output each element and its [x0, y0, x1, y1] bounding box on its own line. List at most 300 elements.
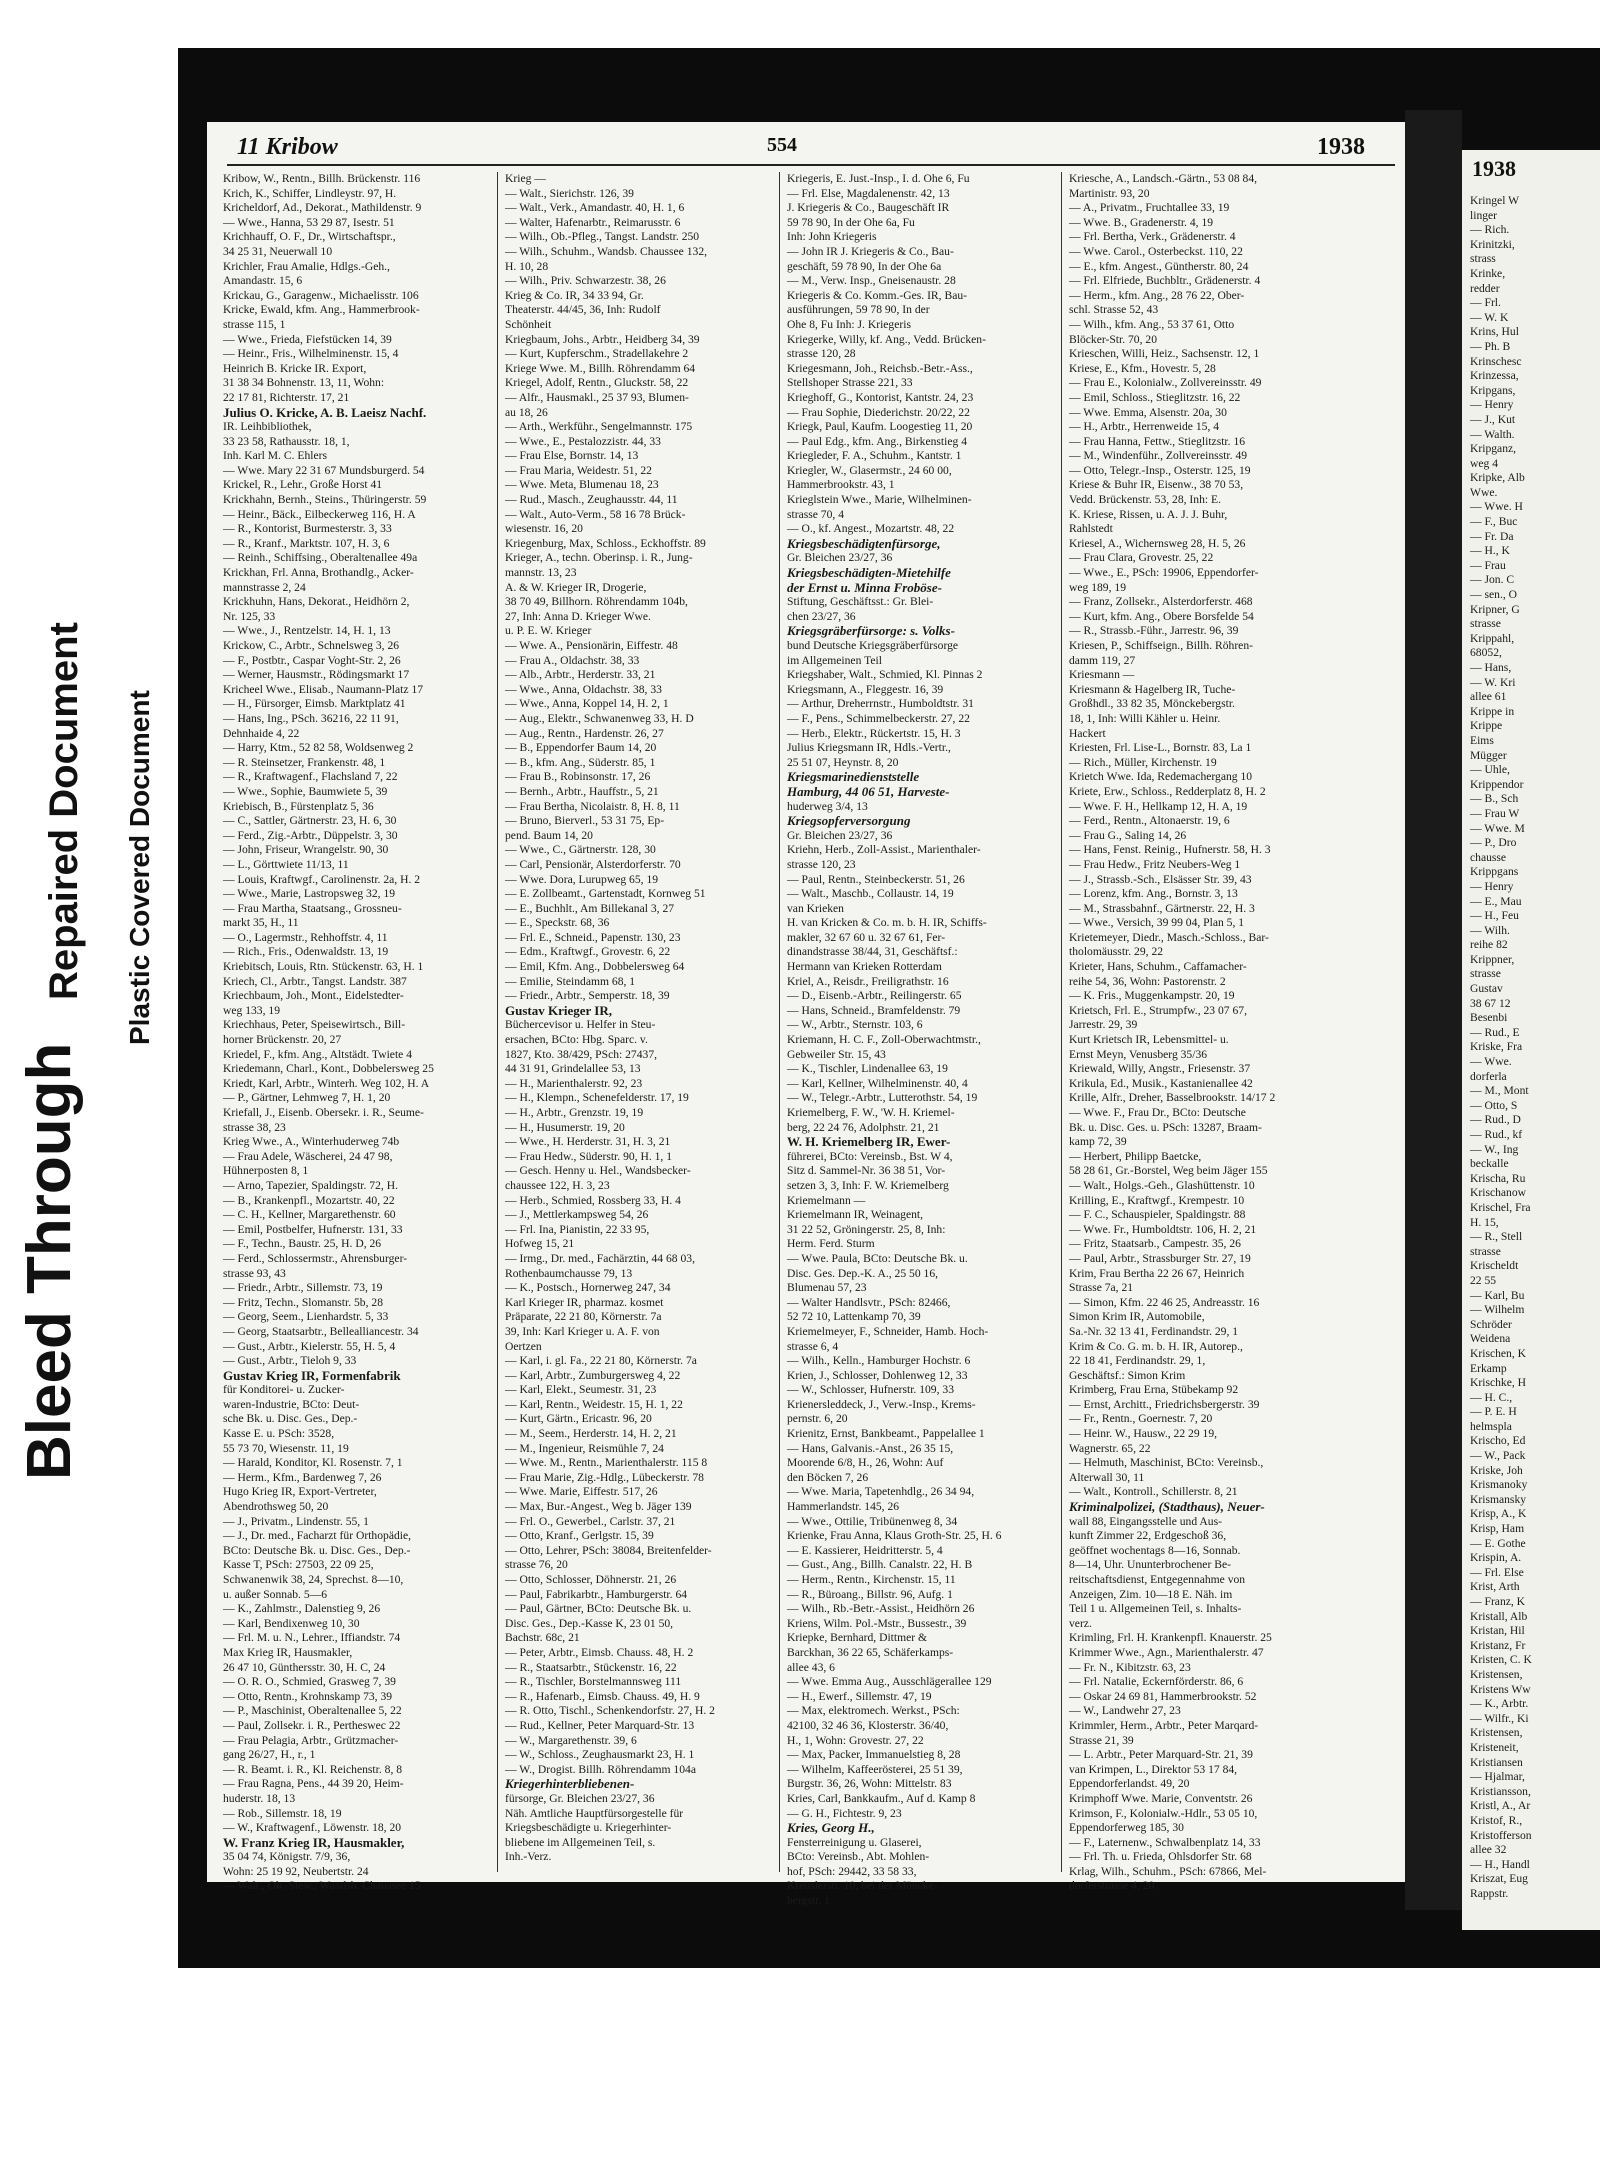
facing-page-entry: — Franz, K: [1470, 1595, 1526, 1608]
directory-entry: 52 72 10, Lattenkamp 70, 39: [787, 1310, 921, 1324]
facing-page-entry: helmspla: [1470, 1419, 1512, 1433]
directory-entry: — Lorenz, kfm. Ang., Bornstr. 3, 13: [1069, 887, 1238, 901]
directory-entry: Krietsch, Frl. E., Strumpfw., 23 07 67,: [1069, 1003, 1247, 1017]
directory-entry: — Fritz, Techn., Slomanstr. 5b, 28: [223, 1295, 383, 1309]
directory-entry: IR. Leihbibliothek,: [223, 420, 312, 434]
facing-page-entry: — W. K: [1470, 310, 1509, 324]
directory-entry: Karl Krieger IR, pharmaz. kosmet: [505, 1295, 664, 1309]
facing-page-entry: 22 55: [1470, 1273, 1497, 1287]
directory-entry: BCto: Vereinsb., Abt. Mohlen-: [787, 1850, 930, 1864]
facing-page-entry: — B., Sch: [1470, 792, 1519, 806]
directory-entry: — Walter, Hafenarbtr., Reimarusstr. 6: [505, 215, 681, 229]
directory-entry: Krimberg, Frau Erna, Stübekamp 92: [1069, 1383, 1239, 1397]
directory-entry: Krienersleddeck, J., Verw.-Insp., Krems-: [787, 1397, 976, 1411]
directory-entry: Disc. Ges. Dep.-K. A., 25 50 16,: [787, 1266, 939, 1280]
facing-page-entry: Krinitzki,: [1470, 237, 1515, 251]
directory-entry: — R., Kranf., Marktstr. 107, H. 3, 6: [223, 536, 390, 550]
directory-entry: — Frau Ragna, Pens., 44 39 20, Heim-: [223, 1777, 404, 1791]
directory-entry: — Hans, Fenst. Reinig., Hufnerstr. 58, H. 3: [1069, 843, 1271, 857]
directory-entry: Hühnerposten 8, 1: [223, 1164, 309, 1178]
directory-entry: — Rich., Fris., Odenwaldstr. 13, 19: [223, 945, 389, 959]
directory-entry: Kriemelmann IR, Weinagent,: [787, 1208, 924, 1222]
directory-entry: Hugo Krieg IR, Export-Vertreter,: [223, 1485, 377, 1499]
directory-entry: W. Franz Krieg IR, Hausmakler,: [223, 1834, 405, 1850]
directory-entry: ausführungen, 59 78 90, In der: [787, 303, 930, 317]
directory-entry: Sa.-Nr. 32 13 41, Ferdinandstr. 29, 1: [1069, 1324, 1239, 1338]
directory-entry: Kriefall, J., Eisenb. Obersekr. i. R., Seume-: [223, 1106, 424, 1119]
directory-entry: — J., Dr. med., Facharzt für Orthopädie,: [223, 1529, 412, 1543]
directory-entry: bliebene im Allgemeinen Teil, s.: [505, 1835, 656, 1849]
facing-page-entry: — W., Ing: [1470, 1142, 1519, 1156]
directory-entry: — A., Privatm., Fruchtallee 33, 19: [1069, 201, 1230, 215]
facing-page-entry: Krischa, Ru: [1470, 1171, 1526, 1185]
directory-entry: dinandstrasse 38/44, 31, Geschäftsf.:: [787, 945, 958, 959]
directory-entry: — R., Hafenarb., Eimsb. Chauss. 49, H. 9: [505, 1689, 700, 1703]
directory-entry: Gr. Bleichen 23/27, 36: [787, 551, 893, 565]
facing-page-entry: — Frau: [1470, 558, 1506, 572]
directory-entry: Kriesmann —: [1069, 668, 1135, 682]
directory-entry: geschäft, 59 78 90, In der Ohe 6a: [787, 259, 942, 273]
directory-entry: — Max, elektromech. Werkst., PSch:: [787, 1704, 960, 1718]
directory-entry: Kriegk, Paul, Kaufm. Loogestieg 11, 20: [787, 420, 973, 434]
directory-entry: — H., Fürsorger, Eimsb. Marktplatz 41: [223, 697, 406, 711]
facing-page-entry: Kristeneit,: [1470, 1740, 1519, 1754]
directory-entry: — Frl. Th. u. Frieda, Ohlsdorfer Str. 68: [1069, 1850, 1252, 1864]
facing-page-entry: Krischeldt: [1470, 1259, 1519, 1273]
directory-entry: mannstrasse 2, 24: [223, 580, 306, 594]
directory-entry: — Harry, Ktm., 52 82 58, Woldsenweg 2: [223, 741, 414, 755]
directory-entry: — Paul, Gärtner, BCto: Deutsche Bk. u.: [505, 1602, 692, 1616]
directory-entry: — Friedr., Arbtr., Semperstr. 18, 39: [505, 989, 670, 1003]
directory-entry: — Walt., Kontroll., Schillerstr. 8, 21: [1069, 1485, 1238, 1499]
directory-entry: — Wilh., Kelln., Hamburger Hochstr. 6: [787, 1354, 971, 1368]
directory-entry: Kriebisch, B., Fürstenplatz 5, 36: [223, 799, 374, 813]
facing-page-entry: — Walth.: [1470, 427, 1515, 441]
directory-entry: reitschaftsdienst, Entgegennahme von: [1069, 1573, 1246, 1586]
facing-page-entry: Krischke, H: [1470, 1376, 1527, 1390]
facing-page-entry: Eims: [1470, 733, 1494, 747]
directory-entry: Kriegbaum, Johs., Arbtr., Heidberg 34, 39: [505, 332, 700, 346]
directory-entry: — Frau Sophie, Diederichstr. 20/22, 22: [787, 405, 970, 419]
directory-entry: — R. Beamt. i. R., Kl. Reichenstr. 8, 8: [223, 1762, 403, 1776]
directory-entry: Krim & Co. G. m. b. H. IR, Autorep.,: [1069, 1339, 1243, 1353]
facing-page-entry: Krischen, K: [1470, 1346, 1527, 1360]
directory-entry: u. P. E. W. Krieger: [505, 624, 592, 638]
directory-entry: Eppendorferweg 185, 30: [1069, 1821, 1184, 1835]
directory-entry: A. & W. Krieger IR, Drogerie,: [505, 580, 647, 594]
directory-entry: — R., Tischler, Borstelmannsweg 111: [505, 1675, 682, 1689]
directory-entry: — R., Kraftwagenf., Flachsland 7, 22: [223, 770, 398, 784]
facing-page-entry: Kripner, G: [1470, 602, 1520, 616]
directory-entry: verz.: [1069, 1616, 1092, 1630]
directory-entry: Geschäftsf.: Simon Krim: [1069, 1368, 1186, 1382]
directory-entry: Kriminalpolizei, (Stadthaus), Neuer-: [1069, 1499, 1265, 1515]
directory-entry: — Gust., Ang., Billh. Canalstr. 22, H. B: [787, 1558, 973, 1572]
directory-entry: sche Bk. u. Disc. Ges., Dep.-: [223, 1412, 358, 1426]
directory-entry: — Fr., Rentn., Goernestr. 7, 20: [1069, 1412, 1213, 1426]
directory-entry: 33 23 58, Rathausstr. 18, 1,: [223, 434, 350, 448]
facing-page-entry: — P., Dro: [1470, 836, 1517, 850]
directory-entry: weg 133, 19: [223, 1003, 280, 1017]
facing-page-entry: Krins, Hul: [1470, 325, 1519, 339]
facing-page-entry: Kristensen,: [1470, 1726, 1523, 1740]
directory-entry: Gebweiler Str. 15, 43: [787, 1047, 886, 1061]
directory-entry: huderstr. 18, 13: [223, 1791, 296, 1805]
facing-page-entry: — E. Gothe: [1470, 1536, 1526, 1550]
facing-page-entry: Kristiansson,: [1470, 1784, 1531, 1798]
directory-entry: — H., Arbtr., Herrenweide 15, 4: [1069, 420, 1220, 434]
directory-entry: — Ferd., Schlossermstr., Ahrensburger-: [223, 1251, 408, 1265]
facing-page-entry: strasse: [1470, 1244, 1501, 1258]
directory-entry: — Frl. Ina, Pianistin, 22 33 95,: [505, 1222, 650, 1236]
directory-entry: Schwanenwik 38, 24, Sprechst. 8—10,: [223, 1573, 404, 1586]
directory-entry: Kriech, Cl., Arbtr., Tangst. Landstr. 387: [223, 974, 407, 988]
facing-page-entry: — Henry: [1470, 879, 1514, 893]
directory-entry: — P., Maschinist, Oberaltenallee 5, 22: [223, 1704, 402, 1718]
directory-entry: — Frl. E., Schneid., Papenstr. 130, 23: [505, 930, 681, 944]
directory-entry: Kriehn, Herb., Zoll-Assist., Marienthaler-: [787, 843, 981, 857]
directory-entry: — Wwe. Maria, Tapetenhdlg., 26 34 94,: [787, 1485, 975, 1499]
directory-entry: Kriegsgräberfürsorge: s. Volks-: [787, 623, 955, 639]
column-2: [503, 172, 773, 1862]
directory-entry: Kriegerke, Willy, kf. Ang., Vedd. Brücken-: [787, 332, 986, 346]
facing-page-entry: — Rich.: [1470, 223, 1510, 237]
directory-entry: — R., Staatsarbtr., Stückenstr. 16, 22: [505, 1660, 677, 1674]
directory-entry: — Emil, Kfm. Ang., Dobbelersweg 64: [505, 960, 685, 974]
directory-entry: Hammerbrookstr. 43, 1: [787, 478, 895, 492]
directory-entry: führerei, BCto: Vereinsb., Bst. W 4,: [787, 1149, 953, 1163]
directory-entry: — Walt., Auto-Verm., 58 16 78 Brück-: [505, 507, 686, 521]
directory-entry: — Wwe. Emma, Alsenstr. 20a, 30: [1069, 405, 1227, 419]
directory-entry: Bachstr. 68c, 21: [505, 1631, 580, 1645]
directory-entry: — Wwe. F. H., Hellkamp 12, H. A, 19: [1069, 799, 1248, 813]
directory-entry: Disc. Ges., Dep.-Kasse K, 23 01 50,: [505, 1616, 674, 1630]
directory-entry: — R., Büroang., Billstr. 96, Aufg. 1: [787, 1587, 953, 1601]
directory-entry: — J., Mettlerkampsweg 54, 26: [505, 1208, 649, 1222]
directory-entry: markt 35, H., 11: [223, 916, 299, 930]
facing-page-entry: Kristensen,: [1470, 1667, 1523, 1681]
directory-entry: — Max, Bur.-Angest., Weg b. Jäger 139: [505, 1500, 692, 1514]
facing-page-entry: Krippahl,: [1470, 631, 1515, 645]
directory-entry: Moorende 6/8, H., 26, Wohn: Auf: [787, 1456, 944, 1470]
directory-entry: — Frau A., Oldachstr. 38, 33: [505, 653, 640, 667]
directory-entry: Ernst Meyn, Venusberg 35/36: [1069, 1047, 1208, 1061]
facing-page-entry: linger: [1470, 208, 1498, 222]
directory-entry: — Wwe. Fr., Humboldtstr. 106, H. 2, 21: [1069, 1222, 1257, 1236]
directory-entry: pernstr. 6, 20: [787, 1412, 848, 1426]
facing-page-entry: Kripgans,: [1470, 383, 1516, 397]
directory-entry: — Paul, Fabrikarbtr., Hamburgerstr. 64: [505, 1587, 688, 1601]
directory-entry: Krikula, Ed., Musik., Kastanienallee 42: [1069, 1076, 1253, 1090]
directory-entry: strasse 76, 20: [505, 1558, 568, 1572]
directory-entry: horner Brückenstr. 20, 27: [223, 1033, 342, 1047]
directory-entry: K. Kriese, Rissen, u. A. J. J. Buhr,: [1069, 507, 1228, 521]
directory-entry: — Frau Else, Bornstr. 14, 13: [505, 449, 639, 463]
directory-entry: Kasse T, PSch: 27503, 22 09 25,: [223, 1558, 374, 1572]
directory-entry: — Gesch. Henny u. Hel., Wandsbecker-: [505, 1164, 691, 1178]
facing-page-entry: — H., Handl: [1470, 1857, 1530, 1871]
facing-page-entry: Kriszat, Eug: [1470, 1872, 1528, 1886]
directory-entry: Büchercevisor u. Helfer in Steu-: [505, 1018, 656, 1032]
facing-page-entry: Kristiansen: [1470, 1755, 1523, 1769]
facing-page-entry: — Karl, Bu: [1470, 1288, 1525, 1302]
directory-entry: — Otto, Kranf., Gerlgstr. 15, 39: [505, 1529, 654, 1543]
directory-entry: — Wwe. M., Rentn., Marienthalerstr. 115 8: [505, 1456, 708, 1470]
page-number: 554: [767, 134, 797, 156]
directory-entry: ersachen, BCto: Hbg. Sparc. v.: [505, 1033, 648, 1047]
directory-entry: — Harald, Konditor, Kl. Rosenstr. 7, 1: [223, 1456, 403, 1470]
directory-entry: Krieglstein Wwe., Marie, Wilhelminen-: [787, 493, 972, 507]
directory-entry: Krimmer Wwe., Agn., Marienthalerstr. 47: [1069, 1645, 1264, 1659]
facing-page-entry: Krinschesc: [1470, 354, 1522, 368]
directory-entry: Teil 1 u. Allgemeinen Teil, s. Inhalts-: [1069, 1602, 1242, 1616]
directory-entry: — E. Kassierer, Heidritterstr. 5, 4: [787, 1543, 943, 1557]
facing-page-entry: — Wilh.: [1470, 923, 1510, 937]
facing-page-entry: — J., Kut: [1470, 412, 1516, 426]
directory-entry: Fensterreinigung u. Glaserei,: [787, 1835, 922, 1849]
bleed-through-label: Bleed Through: [15, 1042, 84, 1480]
directory-entry: — G. H., Fichtestr. 9, 23: [787, 1806, 902, 1820]
directory-entry: 1827, Kto. 38/429, PSch: 27437,: [505, 1047, 658, 1061]
directory-entry: — Frl. Bertha, Verk., Grädenerstr. 4: [1069, 230, 1236, 244]
directory-entry: — Herm., Kfm., Bardenweg 7, 26: [223, 1470, 382, 1484]
directory-entry: Dehnhaide 4, 22: [223, 726, 300, 740]
directory-entry: BCto: Deutsche Bk. u. Disc. Ges., Dep.-: [223, 1543, 411, 1557]
facing-page-entry: — Uhle,: [1470, 763, 1510, 777]
directory-entry: — M., Verw. Insp., Gneisenaustr. 28: [787, 274, 956, 288]
facing-page-entry: Krischo, Ed: [1470, 1434, 1526, 1448]
directory-entry: — E., kfm. Angest., Güntherstr. 80, 24: [1069, 259, 1249, 273]
directory-entry: — Arth., Werkführ., Sengelmannstr. 175: [505, 420, 693, 434]
directory-entry: strasse 6, 4: [787, 1339, 839, 1353]
directory-entry: — D., Eisenb.-Arbtr., Reilingerstr. 65: [787, 989, 962, 1003]
directory-entry: — O. R. O., Schmied, Grasweg 7, 39: [223, 1675, 396, 1689]
directory-entry: 55 73 70, Wiesenstr. 11, 19: [223, 1441, 349, 1455]
facing-page-entry: Krismansky: [1470, 1492, 1527, 1506]
facing-page-entry: Kristofferson: [1470, 1828, 1532, 1842]
directory-entry: — Wwe., E., PSch: 19906, Eppendorfer-: [1069, 566, 1259, 580]
facing-page-entry: — sen., O: [1470, 588, 1518, 602]
directory-entry: Oertzen: [505, 1339, 542, 1353]
directory-entry: — Hans, Ing., PSch. 36216, 22 11 91,: [223, 711, 399, 725]
directory-entry: van Krimpen, L., Direktor 53 17 84,: [1069, 1762, 1238, 1776]
directory-entry: Schönheit: [505, 317, 552, 331]
directory-entry: Krimmler, Herm., Arbtr., Peter Marqard-: [1069, 1718, 1259, 1732]
directory-entry: — W., Margarethenstr. 39, 6: [505, 1733, 637, 1747]
directory-entry: Hofweg 15, 21: [505, 1237, 575, 1251]
directory-entry: Blöcker-Str. 70, 20: [1069, 332, 1157, 346]
facing-page-entry: Krinke,: [1470, 266, 1506, 280]
directory-entry: Max Krieg IR, Hausmakler,: [223, 1645, 353, 1659]
directory-entry: — Wwe., Versich, 39 99 04, Plan 5, 1: [1069, 916, 1245, 930]
column-rule: [1061, 172, 1062, 1872]
directory-entry: Hammerlandstr. 145, 26: [787, 1500, 900, 1514]
directory-entry: — Karl, Elekt., Seumestr. 31, 23: [505, 1383, 657, 1397]
directory-entry: — Otto, Rentn., Krohnskamp 73, 39: [223, 1689, 393, 1703]
facing-page-entry: Kristen, C. K: [1470, 1653, 1532, 1667]
facing-page-entry: — Henry: [1470, 398, 1514, 412]
column-3: [785, 172, 1055, 1908]
facing-page-entry: Wwe.: [1470, 485, 1498, 499]
directory-entry: — Werner, Hausmstr., Rödingsmarkt 17: [223, 668, 410, 682]
directory-entry: — Wwe. Paula, BCto: Deutsche Bk. u.: [787, 1251, 968, 1265]
directory-entry: — Herb., Schmied, Rossberg 33, H. 4: [505, 1193, 681, 1207]
facing-page-entry: Krischel, Fra: [1470, 1200, 1531, 1214]
directory-entry: Kriens, Wilm. Pol.-Mstr., Bussestr., 39: [787, 1616, 967, 1630]
directory-entry: Krickow, C., Arbtr., Schnelsweg 3, 26: [223, 639, 400, 652]
facing-page-entry: Krippe in: [1470, 704, 1515, 718]
directory-entry: — Wwe., Anna, Koppel 14, H. 2, 1: [505, 697, 669, 711]
directory-entry: Inh: John Kriegeris: [787, 230, 877, 244]
directory-entry: Krickau, G., Garagenw., Michaelisstr. 106: [223, 288, 419, 302]
facing-page-entry: — M., Mont: [1470, 1084, 1529, 1098]
directory-entry: tholomäusstr. 29, 22: [1069, 945, 1164, 959]
directory-entry: Hackert: [1069, 726, 1106, 740]
directory-entry: Nr. 125, 33: [223, 609, 276, 623]
directory-entry: Kriesten, Frl. Lise-L., Bornstr. 83, La 1: [1069, 741, 1252, 755]
directory-entry: 34 25 31, Neuerwall 10: [223, 244, 333, 258]
directory-entry: Krienitz, Ernst, Bankbeamt., Pappelallee 1: [787, 1427, 985, 1441]
facing-page-entry: — Fr. Da: [1470, 529, 1514, 543]
directory-entry: — R. Steinsetzer, Frankenstr. 48, 1: [223, 755, 386, 769]
directory-entry: — Arno, Tapezier, Spaldingstr. 72, H.: [223, 1178, 398, 1192]
facing-page-entry: Krisp, A., K: [1470, 1507, 1527, 1521]
directory-entry: Stiftung, Geschäftsst.: Gr. Blei-: [787, 595, 934, 609]
directory-entry: Julius O. Kricke, A. B. Laeisz Nachf.: [223, 404, 427, 420]
directory-entry: Kriedt, Karl, Arbtr., Winterh. Weg 102, H. A: [223, 1076, 430, 1090]
directory-entry: — W., Schloss., Zeughausmarkt 23, H. 1: [505, 1748, 695, 1762]
facing-page-entry: Kristl, A., Ar: [1470, 1799, 1531, 1813]
facing-page-entry: — H. C.,: [1470, 1390, 1513, 1404]
directory-entry: — R., Strassb.-Führ., Jarrestr. 96, 39: [1069, 624, 1239, 638]
directory-entry: — M., Seem., Herderstr. 14, H. 2, 21: [505, 1427, 677, 1441]
directory-entry: — Paul, Rentn., Steinbeckerstr. 51, 26: [787, 872, 965, 886]
directory-entry: — Otto, Telegr.-Insp., Osterstr. 125, 19: [1069, 463, 1251, 477]
directory-entry: Krieghoff, G., Kontorist, Kantstr. 24, 23: [787, 390, 974, 404]
directory-entry: Strasse 21, 39: [1069, 1733, 1134, 1747]
directory-entry: — Kurt, Kupferschm., Stradellakehre 2: [505, 347, 689, 361]
directory-entry: Kriegsmann, A., Fleggestr. 16, 39: [787, 682, 944, 696]
directory-entry: Kricke, Ewald, kfm. Ang., Hammerbrook-: [223, 303, 420, 317]
facing-page-entry: — Rud., D: [1470, 1113, 1521, 1127]
directory-entry: — Karl, i. gl. Fa., 22 21 80, Körnerstr. 7a: [505, 1354, 697, 1368]
directory-entry: H. van Kricken & Co. m. b. H. IR, Schiffs-: [787, 916, 987, 930]
directory-entry: — H., Arbtr., Grenzstr. 19, 19: [505, 1106, 644, 1119]
directory-entry: fürsorge, Gr. Bleichen 23/27, 36: [505, 1791, 655, 1805]
directory-entry: Krimphoff Wwe. Marie, Conventstr. 26: [1069, 1791, 1253, 1805]
directory-entry: — Alfr., Hausmakl., 25 37 93, Blumen-: [505, 390, 689, 404]
facing-page-entry: allee 61: [1470, 690, 1507, 704]
directory-entry: Kasse E. u. PSch: 3528,: [223, 1427, 335, 1441]
directory-entry: Krieger, A., techn. Oberinsp. i. R., Jung-: [505, 551, 693, 565]
directory-entry: Kurt Krietsch IR, Lebensmittel- u.: [1069, 1033, 1229, 1047]
plastic-covered-label: Plastic Covered Document: [124, 690, 155, 1045]
directory-entry: — Gust., Arbtr., Kielerstr. 55, H. 5, 4: [223, 1339, 396, 1353]
facing-page-entry: Kringel W: [1470, 194, 1520, 207]
directory-entry: Kriel, A., Reisdr., Freiligrathstr. 16: [787, 974, 949, 988]
directory-entry: — Wilhelm, Kaffeerösterei, 25 51 39,: [787, 1762, 963, 1776]
directory-entry: — Walt., Ob.-Stew., Wandsb. Chaussee 15: [223, 1879, 421, 1893]
directory-entry: Kriegesmann, Joh., Reichsb.-Betr.-Ass.,: [787, 361, 973, 375]
directory-entry: hof, PSch: 29442, 33 58 33,: [787, 1864, 917, 1878]
facing-page-entry: Krippe: [1470, 719, 1503, 733]
directory-entry: Hamburg, 44 06 51, Harveste-: [787, 783, 950, 799]
directory-entry: — Frau Bertha, Nicolaistr. 8, H. 8, 11: [505, 799, 680, 813]
directory-entry: Kricheldorf, Ad., Dekorat., Mathildenstr. 9: [223, 201, 422, 215]
column-rule: [497, 172, 498, 1872]
directory-entry: Großhdl., 33 82 35, Mönckebergstr.: [1069, 697, 1235, 711]
directory-entry: — Bernh., Arbtr., Hauffstr., 5, 21: [505, 784, 659, 798]
directory-entry: Krieschen, Willi, Heiz., Sachsenstr. 12, 1: [1069, 347, 1260, 361]
directory-entry: dorferstrasse 4, 20: [1069, 1879, 1155, 1893]
facing-page-entry: Kripke, Alb: [1470, 471, 1525, 485]
directory-entry: — Louis, Kraftwgf., Carolinenstr. 2a, H. 2: [223, 872, 421, 886]
directory-entry: — Fr. N., Kibitzstr. 63, 23: [1069, 1660, 1191, 1674]
directory-entry: — Wwe. Emma Aug., Ausschlägerallee 129: [787, 1675, 992, 1689]
facing-page-entry: Mügger: [1470, 748, 1507, 762]
directory-entry: — B., kfm. Ang., Süderstr. 85, 1: [505, 755, 656, 769]
facing-page-entry: Krisp, Ham: [1470, 1522, 1525, 1536]
directory-entry: Krieg Wwe., A., Winterhuderweg 74b: [223, 1135, 400, 1149]
directory-entry: — W., Telegr.-Arbtr., Lutterothstr. 54, 19: [787, 1091, 978, 1105]
directory-entry: 38 70 49, Billhorn. Röhrendamm 104b,: [505, 595, 688, 609]
directory-entry: 26 47 10, Günthersstr. 30, H. C, 24: [223, 1660, 386, 1674]
directory-entry: — Kurt, kfm. Ang., Obere Borsfelde 54: [1069, 609, 1254, 623]
directory-entry: wall 88, Eingangsstelle und Aus-: [1069, 1514, 1222, 1528]
facing-page-entry: Krispin, A.: [1470, 1551, 1522, 1565]
directory-entry: — K. Fris., Muggenkampstr. 20, 19: [1069, 989, 1235, 1003]
directory-entry: W. H. Kriemelberg IR, Ewer-: [787, 1134, 951, 1150]
directory-entry: — Paul Edg., kfm. Ang., Birkenstieg 4: [787, 434, 968, 448]
directory-entry: wiesenstr. 16, 20: [505, 522, 583, 536]
directory-entry: — Otto, Lehrer, PSch: 38084, Breitenfelder-: [505, 1543, 712, 1557]
directory-entry: — O., Lagermstr., Rehhoffstr. 4, 11: [223, 930, 388, 944]
directory-entry: — Friedr., Arbtr., Sillemstr. 73, 19: [223, 1281, 383, 1295]
directory-entry: — Frau Clara, Grovestr. 25, 22: [1069, 551, 1214, 565]
directory-entry: — Frau Martha, Staatsang., Grossneu-: [223, 901, 402, 915]
directory-entry: Kriesmann & Hagelberg IR, Tuche-: [1069, 682, 1236, 696]
directory-entry: Herm. Ferd. Sturm: [787, 1237, 875, 1251]
directory-entry: — Wwe., Ottilie, Tribünenweg 8, 34: [787, 1514, 958, 1528]
facing-page-entry: — Wilfr., Ki: [1470, 1711, 1529, 1725]
directory-entry: — Edm., Kraftwgf., Grovestr. 6, 22: [505, 945, 671, 959]
directory-entry: — E., Speckstr. 68, 36: [505, 916, 610, 930]
facing-page-entry: Krippgans: [1470, 865, 1519, 879]
directory-entry: Kriesen, P., Schiffseign., Billh. Röhren-: [1069, 639, 1253, 652]
directory-entry: bund Deutsche Kriegsgräberfürsorge: [787, 639, 959, 652]
directory-entry: — F., Laternenw., Schwalbenplatz 14, 33: [1069, 1835, 1261, 1849]
directory-entry: Krienke, Frau Anna, Klaus Groth-Str. 25, H. 6: [787, 1529, 1002, 1543]
facing-page-entry: Kristof, R.,: [1470, 1813, 1523, 1827]
directory-entry: Kriesche, A., Landsch.-Gärtn., 53 08 84,: [1069, 172, 1258, 185]
directory-entry: — Frau G., Saling 14, 26: [1069, 828, 1187, 842]
facing-page-entry: — Frl. Else: [1470, 1565, 1524, 1579]
directory-entry: für Konditorei- u. Zucker-: [223, 1383, 345, 1397]
directory-entry: huderweg 3/4, 13: [787, 799, 868, 813]
directory-entry: Krietch Wwe. Ida, Redemachergang 10: [1069, 770, 1253, 784]
facing-page-entry: — R., Stell: [1470, 1230, 1523, 1244]
directory-entry: setzen 3, 3, Inh: F. W. Kriemelberg: [787, 1178, 949, 1192]
directory-entry: Inh. Karl M. C. Ehlers: [223, 449, 328, 463]
directory-entry: 22 18 41, Ferdinandstr. 29, 1,: [1069, 1354, 1206, 1368]
directory-entry: — Wwe. Dora, Lurupweg 65, 19: [505, 872, 659, 886]
directory-entry: — R., Kontorist, Burmesterstr. 3, 33: [223, 522, 392, 536]
directory-entry: Kriemelmann —: [787, 1193, 866, 1207]
directory-entry: — Oskar 24 69 81, Hammerbrookstr. 52: [1069, 1689, 1257, 1703]
facing-page-entry: Gustav: [1470, 982, 1503, 996]
directory-entry: — Aug., Rentn., Hardenstr. 26, 27: [505, 726, 664, 740]
directory-entry: Ohe 8, Fu Inh: J. Kriegeris: [787, 317, 911, 331]
